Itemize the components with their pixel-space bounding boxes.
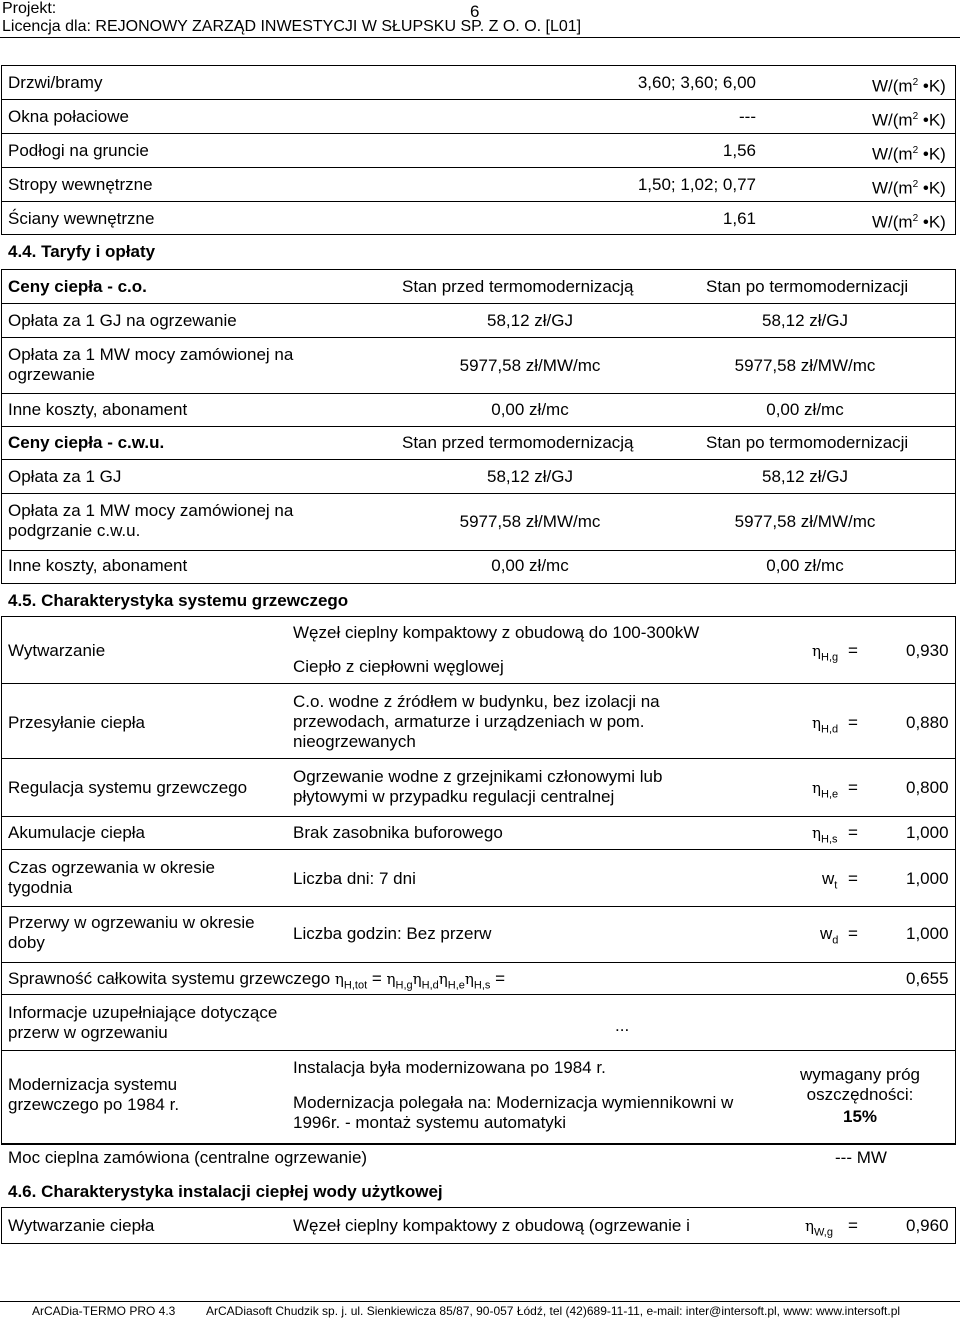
heating-label-przesylanie: Przesyłanie ciepła <box>8 713 146 732</box>
co-row-label: Opłata za 1 GJ na ogrzewanie <box>8 311 237 330</box>
ordered-power-value: --- MW <box>835 1148 887 1167</box>
u-row-value: 1,56 <box>722 141 756 160</box>
equals-sign: = <box>848 869 858 888</box>
cwu-row-label: Inne koszty, abonament <box>8 556 188 575</box>
co-header: Ceny ciepła - c.o. <box>8 277 147 296</box>
wd-value: 1,000 <box>906 924 949 943</box>
equals-sign: = <box>848 713 858 732</box>
equals-sign: = <box>848 924 858 943</box>
total-efficiency-value: 0,655 <box>906 969 949 988</box>
co-row-before: 58,12 zł/GJ <box>487 311 573 330</box>
license-line: Licencja dla: REJONOWY ZARZĄD INWESTYCJI W SŁUPSKU SP. Z O. O. [L01] <box>2 18 582 35</box>
u-row-value: 3,60; 3,60; 6,00 <box>637 73 756 92</box>
cwu-col-before: Stan przed termomodernizacją <box>402 433 634 452</box>
co-row-before: 0,00 zł/mc <box>491 400 569 419</box>
eta-hd-value: 0,880 <box>906 713 949 732</box>
eta-he-symbol: $\eta_{H,e}$ <box>812 779 839 801</box>
section-title-45: 4.5. Charakterystyka systemu grzewczego <box>8 591 349 610</box>
heating-label-czas: Czas ogrzewania w okresie tygodnia <box>8 858 215 897</box>
u-row-unit: $W/(m^2$ •K) <box>872 178 946 198</box>
u-row-name: Podłogi na gruncie <box>8 141 149 160</box>
u-row-value: 1,50; 1,02; 0,77 <box>637 175 756 194</box>
heating-desc: Liczba dni: 7 dni <box>293 869 416 888</box>
equals-sign: = <box>848 1216 858 1235</box>
heating-desc: C.o. wodne z źródłem w budynku, bez izolacji na przewodach, armaturze i urządzeniach w pom. nieogrzewanych <box>293 692 660 751</box>
co-row-after: 0,00 zł/mc <box>766 400 844 419</box>
heating-desc: Ciepło z ciepłowni węglowej <box>293 657 504 676</box>
cwu-row-before: 0,00 zł/mc <box>491 556 569 575</box>
cwu-row-after: 5977,58 zł/MW/mc <box>734 512 876 531</box>
u-row-unit: $W/(m^2$ •K) <box>872 212 946 232</box>
modernization-line1: Instalacja była modernizowana po 1984 r. <box>293 1058 606 1077</box>
u-row-name: Stropy wewnętrzne <box>8 175 153 194</box>
co-row-after: 58,12 zł/GJ <box>762 311 848 330</box>
heating-desc: Węzeł cieplny kompaktowy z obudową do 100-300kW <box>293 623 700 642</box>
wt-value: 1,000 <box>906 869 949 888</box>
co-row-label: Inne koszty, abonament <box>8 400 188 419</box>
u-row-unit: $W/(m^2$ •K) <box>872 144 946 164</box>
savings-threshold-label: wymagany próg oszczędności: <box>799 1065 920 1104</box>
equals-sign: = <box>848 823 858 842</box>
footer-company: ArCADiasoft Chudzik sp. j. ul. Sienkiewicza 85/87, 90-057 Łódź, tel (42)689-11-11, e-mail: inter@intersoft.pl, www: www.intersoft.pl <box>206 1304 901 1318</box>
modernization-line2: Modernizacja polegała na: Modernizacja wymiennikowni w 1996r. - montaż systemu automatyki <box>293 1093 734 1132</box>
cwu-row-before: 58,12 zł/GJ <box>487 467 573 486</box>
cwu-col-after: Stan po termomodernizacji <box>706 433 909 452</box>
section-title-46: 4.6. Charakterystyka instalacji ciepłej wody użytkowej <box>8 1182 443 1201</box>
footer-rule <box>0 1301 960 1302</box>
heating-desc: Brak zasobnika buforowego <box>293 823 503 842</box>
heating-desc: Ogrzewanie wodne z grzejnikami członowymi lub płytowymi w przypadku regulacji centralnej <box>293 767 663 806</box>
savings-threshold-value: 15% <box>842 1107 878 1126</box>
u-row-unit: $W/(m^2$ •K) <box>872 76 946 96</box>
u-row-name: Ściany wewnętrzne <box>8 209 155 228</box>
eta-he-value: 0,800 <box>906 778 949 797</box>
eta-hs-symbol: $\eta_{H,s}$ <box>812 824 838 846</box>
ordered-power-label: Moc cieplna zamówiona (centralne ogrzewanie) <box>8 1148 368 1167</box>
equals-sign: = <box>848 641 858 660</box>
wt-symbol: $w_t$ <box>822 869 838 892</box>
heating-label-przerwy: Przerwy w ogrzewaniu w okresie doby <box>8 913 255 952</box>
info-value: ... <box>615 1016 630 1035</box>
modernization-label: Modernizacja systemu grzewczego po 1984 r. <box>8 1075 180 1114</box>
equals-sign: = <box>848 778 858 797</box>
heating-label-regulacja: Regulacja systemu grzewczego <box>8 778 248 797</box>
eta-hd-symbol: $\eta_{H,d}$ <box>812 714 839 736</box>
footer-software: ArCADia-TERMO PRO 4.3 <box>32 1304 176 1318</box>
header-rule <box>0 37 960 38</box>
cwu-row-label: Opłata za 1 MW mocy zamówionej na podgrzanie c.w.u. <box>8 501 294 540</box>
project-label: Projekt: <box>2 0 57 17</box>
u-row-unit: $W/(m^2$ •K) <box>872 110 946 130</box>
eta-wg-symbol: $\eta_{W,g}$ <box>805 1217 833 1239</box>
cwu-install-label: Wytwarzanie ciepła <box>8 1216 155 1235</box>
co-row-after: 5977,58 zł/MW/mc <box>734 356 876 375</box>
heating-desc: Liczba godzin: Bez przerw <box>293 924 492 943</box>
u-row-value: --- <box>739 107 756 126</box>
eta-wg-value: 0,960 <box>906 1216 949 1235</box>
total-efficiency-label: Sprawność całkowita systemu grzewczego $\eta_{H,tot} = \eta_{H,g}\eta_{H,d}\eta_{H,e}\eta_{H,s}$ = <box>8 969 506 992</box>
heating-label-akumulacja: Akumulacje ciepła <box>8 823 146 842</box>
u-row-name: Drzwi/bramy <box>8 73 103 92</box>
heating-label-wytwarzanie: Wytwarzanie <box>8 641 106 660</box>
wd-symbol: $w_d$ <box>820 924 839 947</box>
co-col-before: Stan przed termomodernizacją <box>402 277 634 296</box>
cwu-install-desc: Węzeł cieplny kompaktowy z obudową (ogrzewanie i <box>293 1216 690 1235</box>
co-row-label: Opłata za 1 MW mocy zamówionej na ogrzewanie <box>8 345 294 384</box>
eta-hg-symbol: $\eta_{H,g}$ <box>812 642 839 664</box>
section-title-44: 4.4. Taryfy i opłaty <box>8 242 156 261</box>
cwu-row-after: 58,12 zł/GJ <box>762 467 848 486</box>
page-number: 6 <box>470 2 480 21</box>
cwu-row-before: 5977,58 zł/MW/mc <box>459 512 601 531</box>
cwu-row-label: Opłata za 1 GJ <box>8 467 122 486</box>
cwu-header: Ceny ciepła - c.w.u. <box>8 433 165 452</box>
cwu-row-after: 0,00 zł/mc <box>766 556 844 575</box>
eta-hs-value: 1,000 <box>906 823 949 842</box>
co-col-after: Stan po termomodernizacji <box>706 277 909 296</box>
co-row-before: 5977,58 zł/MW/mc <box>459 356 601 375</box>
eta-hg-value: 0,930 <box>906 641 949 660</box>
u-row-value: 1,61 <box>722 209 756 228</box>
info-label: Informacje uzupełniające dotyczące przerw w ogrzewaniu <box>8 1003 278 1042</box>
u-row-name: Okna połaciowe <box>8 107 129 126</box>
